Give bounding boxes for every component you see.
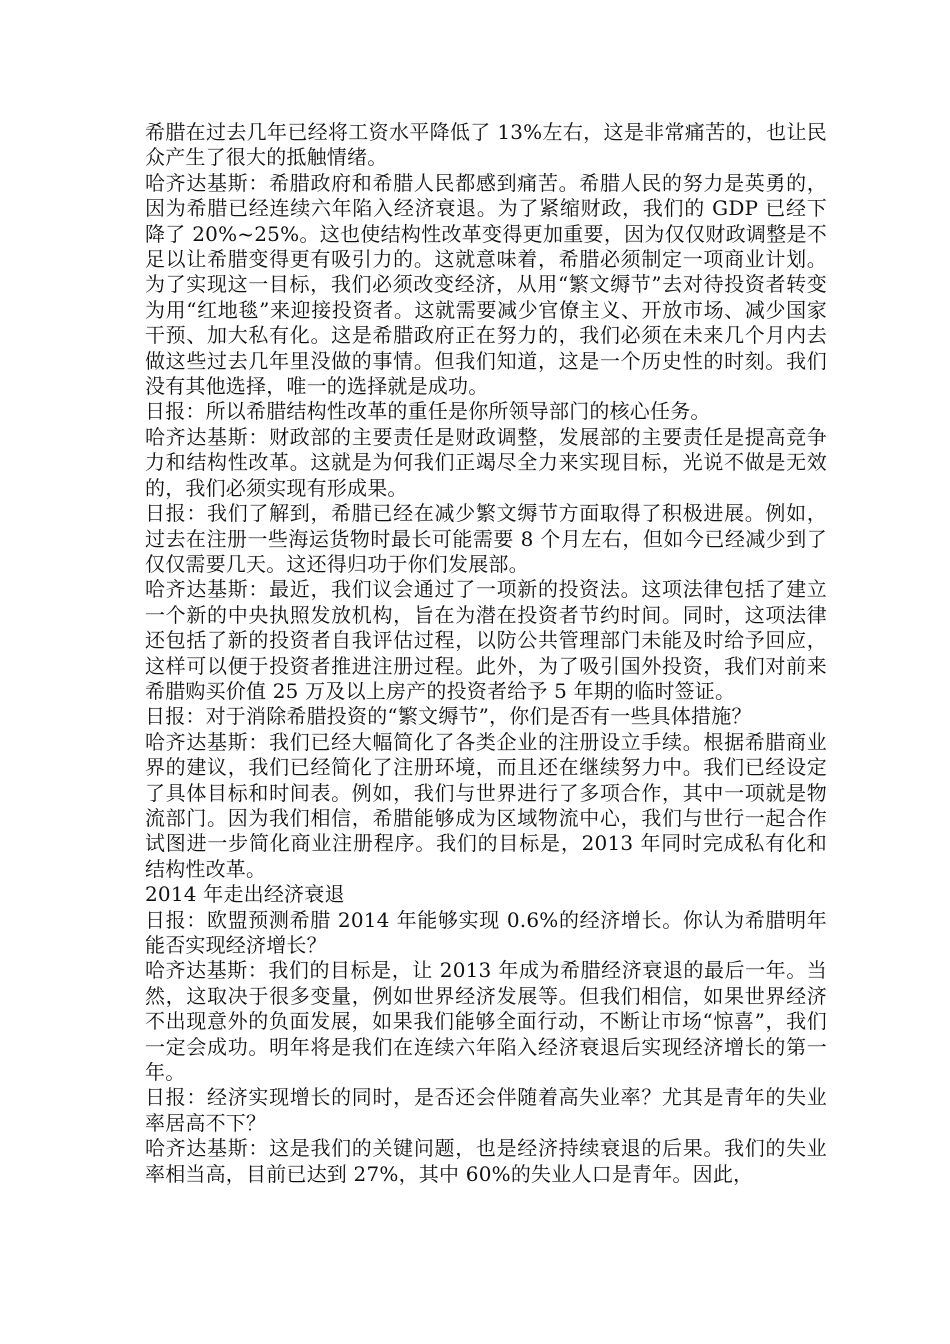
paragraph-hatzidakis-answer-5: 哈齐达基斯：我们的目标是，让 2013 年成为希腊经济衰退的最后一年。当然，这取决于很多变量，例如世界经济发展等。但我们相信，如果世界经济不出现意外的负面发展，如果我们能够全面行动，不断让市场“惊喜”，我们一定会成功。明年将是我们在连续六年陷入经济衰退后实现经济增长的第一年。 (145, 958, 827, 1085)
paragraph-hatzidakis-answer-2: 哈齐达基斯：财政部的主要责任是财政调整，发展部的主要责任是提高竞争力和结构性改革。这就是为何我们正竭尽全力来实现目标，光说不做是无效的，我们必须实现有形成果。 (145, 424, 827, 500)
paragraph-daily-question-4: 日报：欧盟预测希腊 2014 年能够实现 0.6%的经济增长。你认为希腊明年能否实现经济增长？ (145, 907, 827, 957)
paragraph-hatzidakis-answer-6: 哈齐达基斯：这是我们的关键问题，也是经济持续衰退的后果。我们的失业率相当高，目前已达到 27%，其中 60%的失业人口是青年。因此， (145, 1136, 827, 1186)
paragraph-hatzidakis-answer-4: 哈齐达基斯：我们已经大幅简化了各类企业的注册设立手续。根据希腊商业界的建议，我们已经简化了注册环境，而且还在继续努力中。我们已经设定了具体目标和时间表。例如，我们与世界进行了多项合作，其中一项就是物流部门。因为我们相信，希腊能够成为区域物流中心，我们与世行一起合作试图进一步简化商业注册程序。我们的目标是，2013 年同时完成私有化和结构性改革。 (145, 729, 827, 881)
paragraph-daily-question-5: 日报：经济实现增长的同时，是否还会伴随着高失业率？尤其是青年的失业率居高不下？ (145, 1085, 827, 1135)
section-heading: 2014 年走出经济衰退 (145, 882, 345, 907)
paragraph-daily-question-1: 日报：所以希腊结构性改革的重任是你所领导部门的核心任务。 (145, 399, 711, 424)
paragraph-daily-question-3: 日报：对于消除希腊投资的“繁文缛节”，你们是否有一些具体措施？ (145, 704, 752, 729)
paragraph-wage-cut: 希腊在过去几年已经将工资水平降低了 13%左右，这是非常痛苦的，也让民众产生了很大的抵触情绪。 (145, 120, 827, 170)
document-body (145, 120, 827, 1187)
paragraph-hatzidakis-answer-3: 哈齐达基斯：最近，我们议会通过了一项新的投资法。这项法律包括了建立一个新的中央执照发放机构，旨在为潜在投资者节约时间。同时，这项法律还包括了新的投资者自我评估过程，以防公共管理部门未能及时给予回应，这样可以便于投资者推进注册过程。此外，为了吸引国外投资，我们对前来希腊购买价值 25 万及以上房产的投资者给予 5 年期的临时签证。 (145, 577, 827, 703)
paragraph-hatzidakis-answer-1: 哈齐达基斯：希腊政府和希腊人民都感到痛苦。希腊人民的努力是英勇的，因为希腊已经连续六年陷入经济衰退。为了紧缩财政，我们的 GDP 已经下降了 20%~25%。这也使结构性改革变得更加重要，因为仅仅财政调整是不足以让希腊变得更有吸引力的。这就意味着，希腊必须制定一项商业计划。为了实现这一目标，我们必须改变经济，从用“繁文缛节”去对待投资者转变为用“红地毯”来迎接投资者。这就需要减少官僚主义、开放市场、减少国家干预、加大私有化。这是希腊政府正在努力的，我们必须在未来几个月内去做这些过去几年里没做的事情。但我们知道，这是一个历史性的时刻。我们没有其他选择，唯一的选择就是成功。 (145, 170, 827, 399)
paragraph-daily-question-2: 日报：我们了解到，希腊已经在减少繁文缛节方面取得了积极进展。例如，过去在注册一些海运货物时最长可能需要 8 个月左右，但如今已经减少到了仅仅需要几天。这还得归功于你们发展部。 (145, 501, 827, 576)
